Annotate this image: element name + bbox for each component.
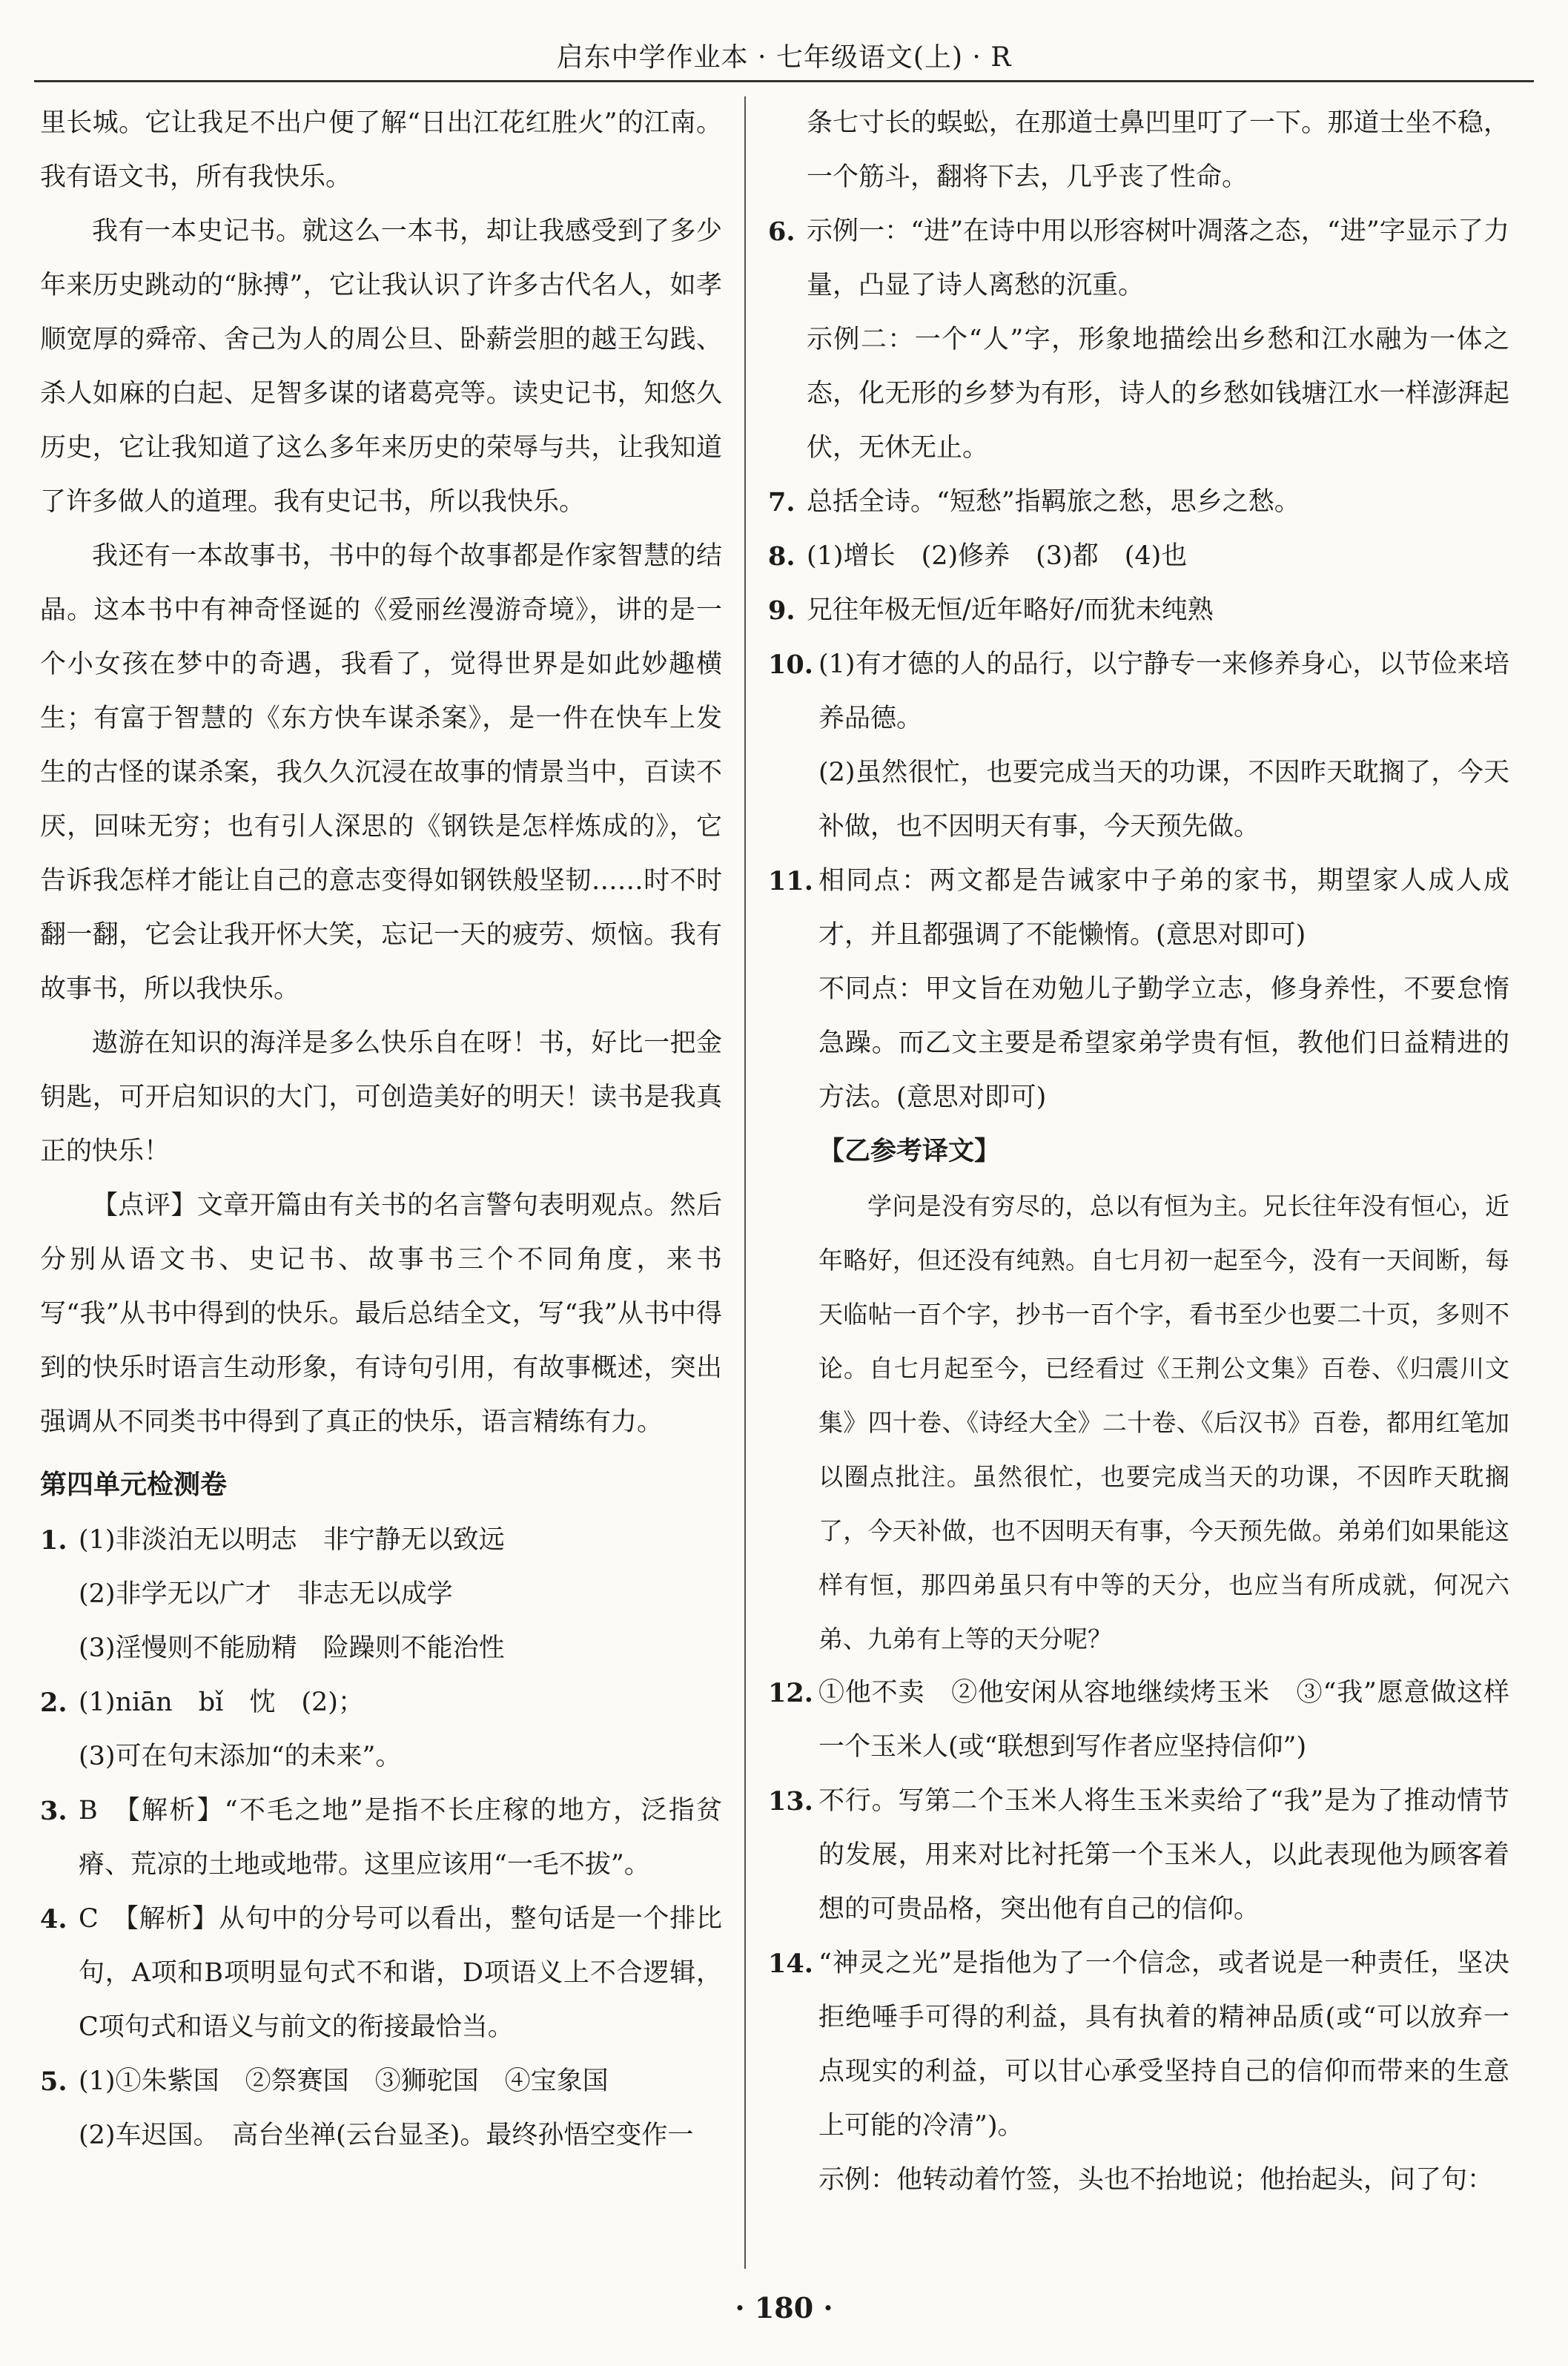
answer-text: (1)有才德的人的品行，以宁静专一来修养身心，以节俭来培养品德。 — [818, 650, 1509, 733]
question-number: 7. — [768, 487, 795, 518]
question-number: 6. — [768, 217, 795, 247]
question-14 — [768, 1937, 1509, 2153]
question-number: 2. — [40, 1688, 67, 1718]
answer-text: (2)非学无以广才 非志无以成学 — [79, 1579, 453, 1609]
question-number: 14. — [768, 1949, 813, 1979]
question-13 — [768, 1774, 1509, 1937]
essay-paragraph-2: 我有一本史记书。就这么一本书，却让我感受到了多少年来历史跳动的“脉搏”，它让我认识了许多古代名人，如孝顺宽厚的舜帝、舍己为人的周公旦、卧薪尝胆的越王勾践、杀人如麻的白起、足智多谋的诸葛亮等。读史记书，知悠久历史，它让我知道了这么多年来历史的荣辱与共，让我知道了许多做人的道理。我有史记书，所以我快乐。 — [40, 217, 722, 517]
essay-paragraph-4: 遨游在知识的海洋是多么快乐自在呀！书，好比一把金钥匙，可开启知识的大门，可创造美好的明天！读书是我真正的快乐！ — [40, 1028, 722, 1166]
comment-paragraph: 【点评】文章开篇由有关书的名言警句表明观点。然后分别从语文书、史记书、故事书三个不同角度，来书写“我”从书中得到的快乐。最后总结全文，写“我”从书中得到的快乐时语言生动形象，有诗句引用，有故事概述，突出强调从不同类书中得到了真正的快乐，语言精练有力。 — [40, 1191, 722, 1437]
question-number: 5. — [40, 2066, 67, 2097]
answer-text: (2)虽然很忙，也要完成当天的功课，不因昨天耽搁了，今天补做，也不因明天有事，今天预先做。 — [818, 758, 1509, 842]
question-number: 1. — [40, 1525, 67, 1556]
question-number: 3. — [40, 1796, 67, 1826]
question-number: 8. — [768, 541, 795, 572]
answer-continuation: 条七寸长的蜈蚣，在那道士鼻凹里叮了一下。那道士坐不稳，一个筋斗，翻将下去，几乎丧了性命。 — [807, 108, 1509, 192]
answer-text: 示例：他转动着竹签，头也不抬地说；他抬起头，问了句： — [818, 2165, 1494, 2195]
answer-text: (2)车迟国。 高台坐禅(云台显圣)。最终孙悟空变作一 — [79, 2121, 694, 2150]
answer-text: 示例一：“进”在诗中用以形容树叶凋落之态，“进”字显示了力量，凸显了诗人离愁的沉重。 — [807, 217, 1509, 300]
question-5 — [40, 2055, 722, 2109]
answer-text: (3)可在句末添加“的未来”。 — [79, 1742, 402, 1771]
question-4 — [40, 1892, 722, 2055]
answer-text: (1)增长 (2)修养 (3)都 (4)也 — [807, 541, 1188, 571]
question-number: 9. — [768, 595, 795, 626]
answer-text: 示例二：一个“人”字，形象地描绘出乡愁和江水融为一体之态，化无形的乡梦为有形，诗人的乡愁如钱塘江水一样澎湃起伏，无休无止。 — [807, 325, 1509, 463]
answer-text: (3)淫慢则不能励精 险躁则不能治性 — [79, 1633, 505, 1663]
left-column — [40, 96, 722, 2269]
question-number: 10. — [768, 650, 813, 680]
section-title: 第四单元检测卷 — [40, 1470, 228, 1500]
essay-paragraph-1: 里长城。它让我足不出户便了解“日出江花红胜火”的江南。我有语文书，所有我快乐。 — [40, 108, 722, 192]
question-9 — [768, 584, 1509, 638]
column-divider — [744, 96, 746, 2269]
question-7 — [768, 475, 1509, 529]
answer-text: ①他不卖 ②他安闲从容地继续烤玉米 ③“我”愿意做这样一个玉米人(或“联想到写作者应坚持信仰”) — [818, 1678, 1509, 1762]
question-1 — [40, 1513, 722, 1567]
question-12 — [768, 1666, 1509, 1774]
right-column — [768, 96, 1509, 2269]
question-number: 12. — [768, 1678, 813, 1708]
question-10 — [768, 638, 1509, 746]
question-3 — [40, 1784, 722, 1892]
answer-text: 总括全诗。“短愁”指羁旅之愁，思乡之愁。 — [807, 487, 1300, 517]
answer-text: (1)非淡泊无以明志 非宁静无以致远 — [79, 1525, 505, 1555]
answer-text: B 【解析】“不毛之地”是指不长庄稼的地方，泛指贫瘠、荒凉的土地或地带。这里应该用“一毛不拔”。 — [79, 1796, 722, 1880]
answer-text: 兄往年极无恒/近年略好/而犹未纯熟 — [807, 595, 1214, 625]
reference-translation: 学问是没有穷尽的，总以有恒为主。兄长往年没有恒心，近年略好，但还没有纯熟。自七月初一起至今，没有一天间断，每天临帖一百个字，抄书一百个字，看书至少也要二十页，多则不论。自七月起至今，已经看过《王荆公文集》百卷、《归震川文集》四十卷、《诗经大全》二十卷、《后汉书》百卷，都用红笔加以圈点批注。虽然很忙，也要完成当天的功课，不因昨天耽搁了，今天补做，也不因明天有事，今天预先做。弟弟们如果能这样有恒，那四弟虽只有中等的天分，也应当有所成就，何况六弟、九弟有上等的天分呢？ — [818, 1192, 1509, 1653]
reference-translation-title: 【乙参考译文】 — [818, 1137, 1001, 1166]
answer-text: C 【解析】从句中的分号可以看出，整句话是一个排比句，A项和B项明显句式不和谐，D项语义上不合逻辑，C项句式和语义与前文的衔接最恰当。 — [79, 1904, 722, 2042]
answer-text: 不行。写第二个玉米人将生玉米卖给了“我”是为了推动情节的发展，用来对比衬托第一个玉米人，以此表现他为顾客着想的可贵品格，突出他有自己的信仰。 — [818, 1786, 1509, 1924]
question-8 — [768, 529, 1509, 584]
answer-text: 不同点：甲文旨在劝勉儿子勤学立志，修身养性，不要怠惰急躁。而乙文主要是希望家弟学贵有恒，教他们日益精进的方法。(意思对即可) — [818, 974, 1509, 1112]
question-11 — [768, 854, 1509, 962]
question-number: 11. — [768, 866, 813, 896]
question-number: 13. — [768, 1786, 813, 1817]
header-rule — [34, 80, 1534, 82]
question-6 — [768, 205, 1509, 313]
answer-text: (1)niān bǐ 忱 (2)； — [79, 1688, 364, 1717]
question-2 — [40, 1676, 722, 1730]
answer-text: (1)①朱紫国 ②祭赛国 ③狮驼国 ④宝象国 — [79, 2066, 609, 2096]
question-number: 4. — [40, 1904, 67, 1934]
answer-text: “神灵之光”是指他为了一个信念，或者说是一种责任，坚决拒绝唾手可得的利益，具有执着的精神品质(或“可以放弃一点现实的利益，可以甘心承受坚持自己的信仰而带来的生意上可能的冷清”)。 — [818, 1949, 1509, 2141]
essay-paragraph-3: 我还有一本故事书，书中的每个故事都是作家智慧的结晶。这本书中有神奇怪诞的《爱丽丝漫游奇境》，讲的是一个小女孩在梦中的奇遇，我看了，觉得世界是如此妙趣横生；有富于智慧的《东方快车谋杀案》，是一件在快车上发生的古怪的谋杀案，我久久沉浸在故事的情景当中，百读不厌，回味无穷；也有引人深思的《钢铁是怎样炼成的》，它告诉我怎样才能让自己的意志变得如钢铁般坚韧……时不时翻一翻，它会让我开怀大笑，忘记一天的疲劳、烦恼。我有故事书，所以我快乐。 — [40, 541, 722, 1004]
page-number: · 180 · — [735, 2291, 833, 2324]
page-header: 启东中学作业本 · 七年级语文(上) · R — [556, 42, 1012, 73]
answer-text: 相同点：两文都是告诫家中子弟的家书，期望家人成人成才，并且都强调了不能懒惰。(意思对即可) — [818, 866, 1509, 950]
